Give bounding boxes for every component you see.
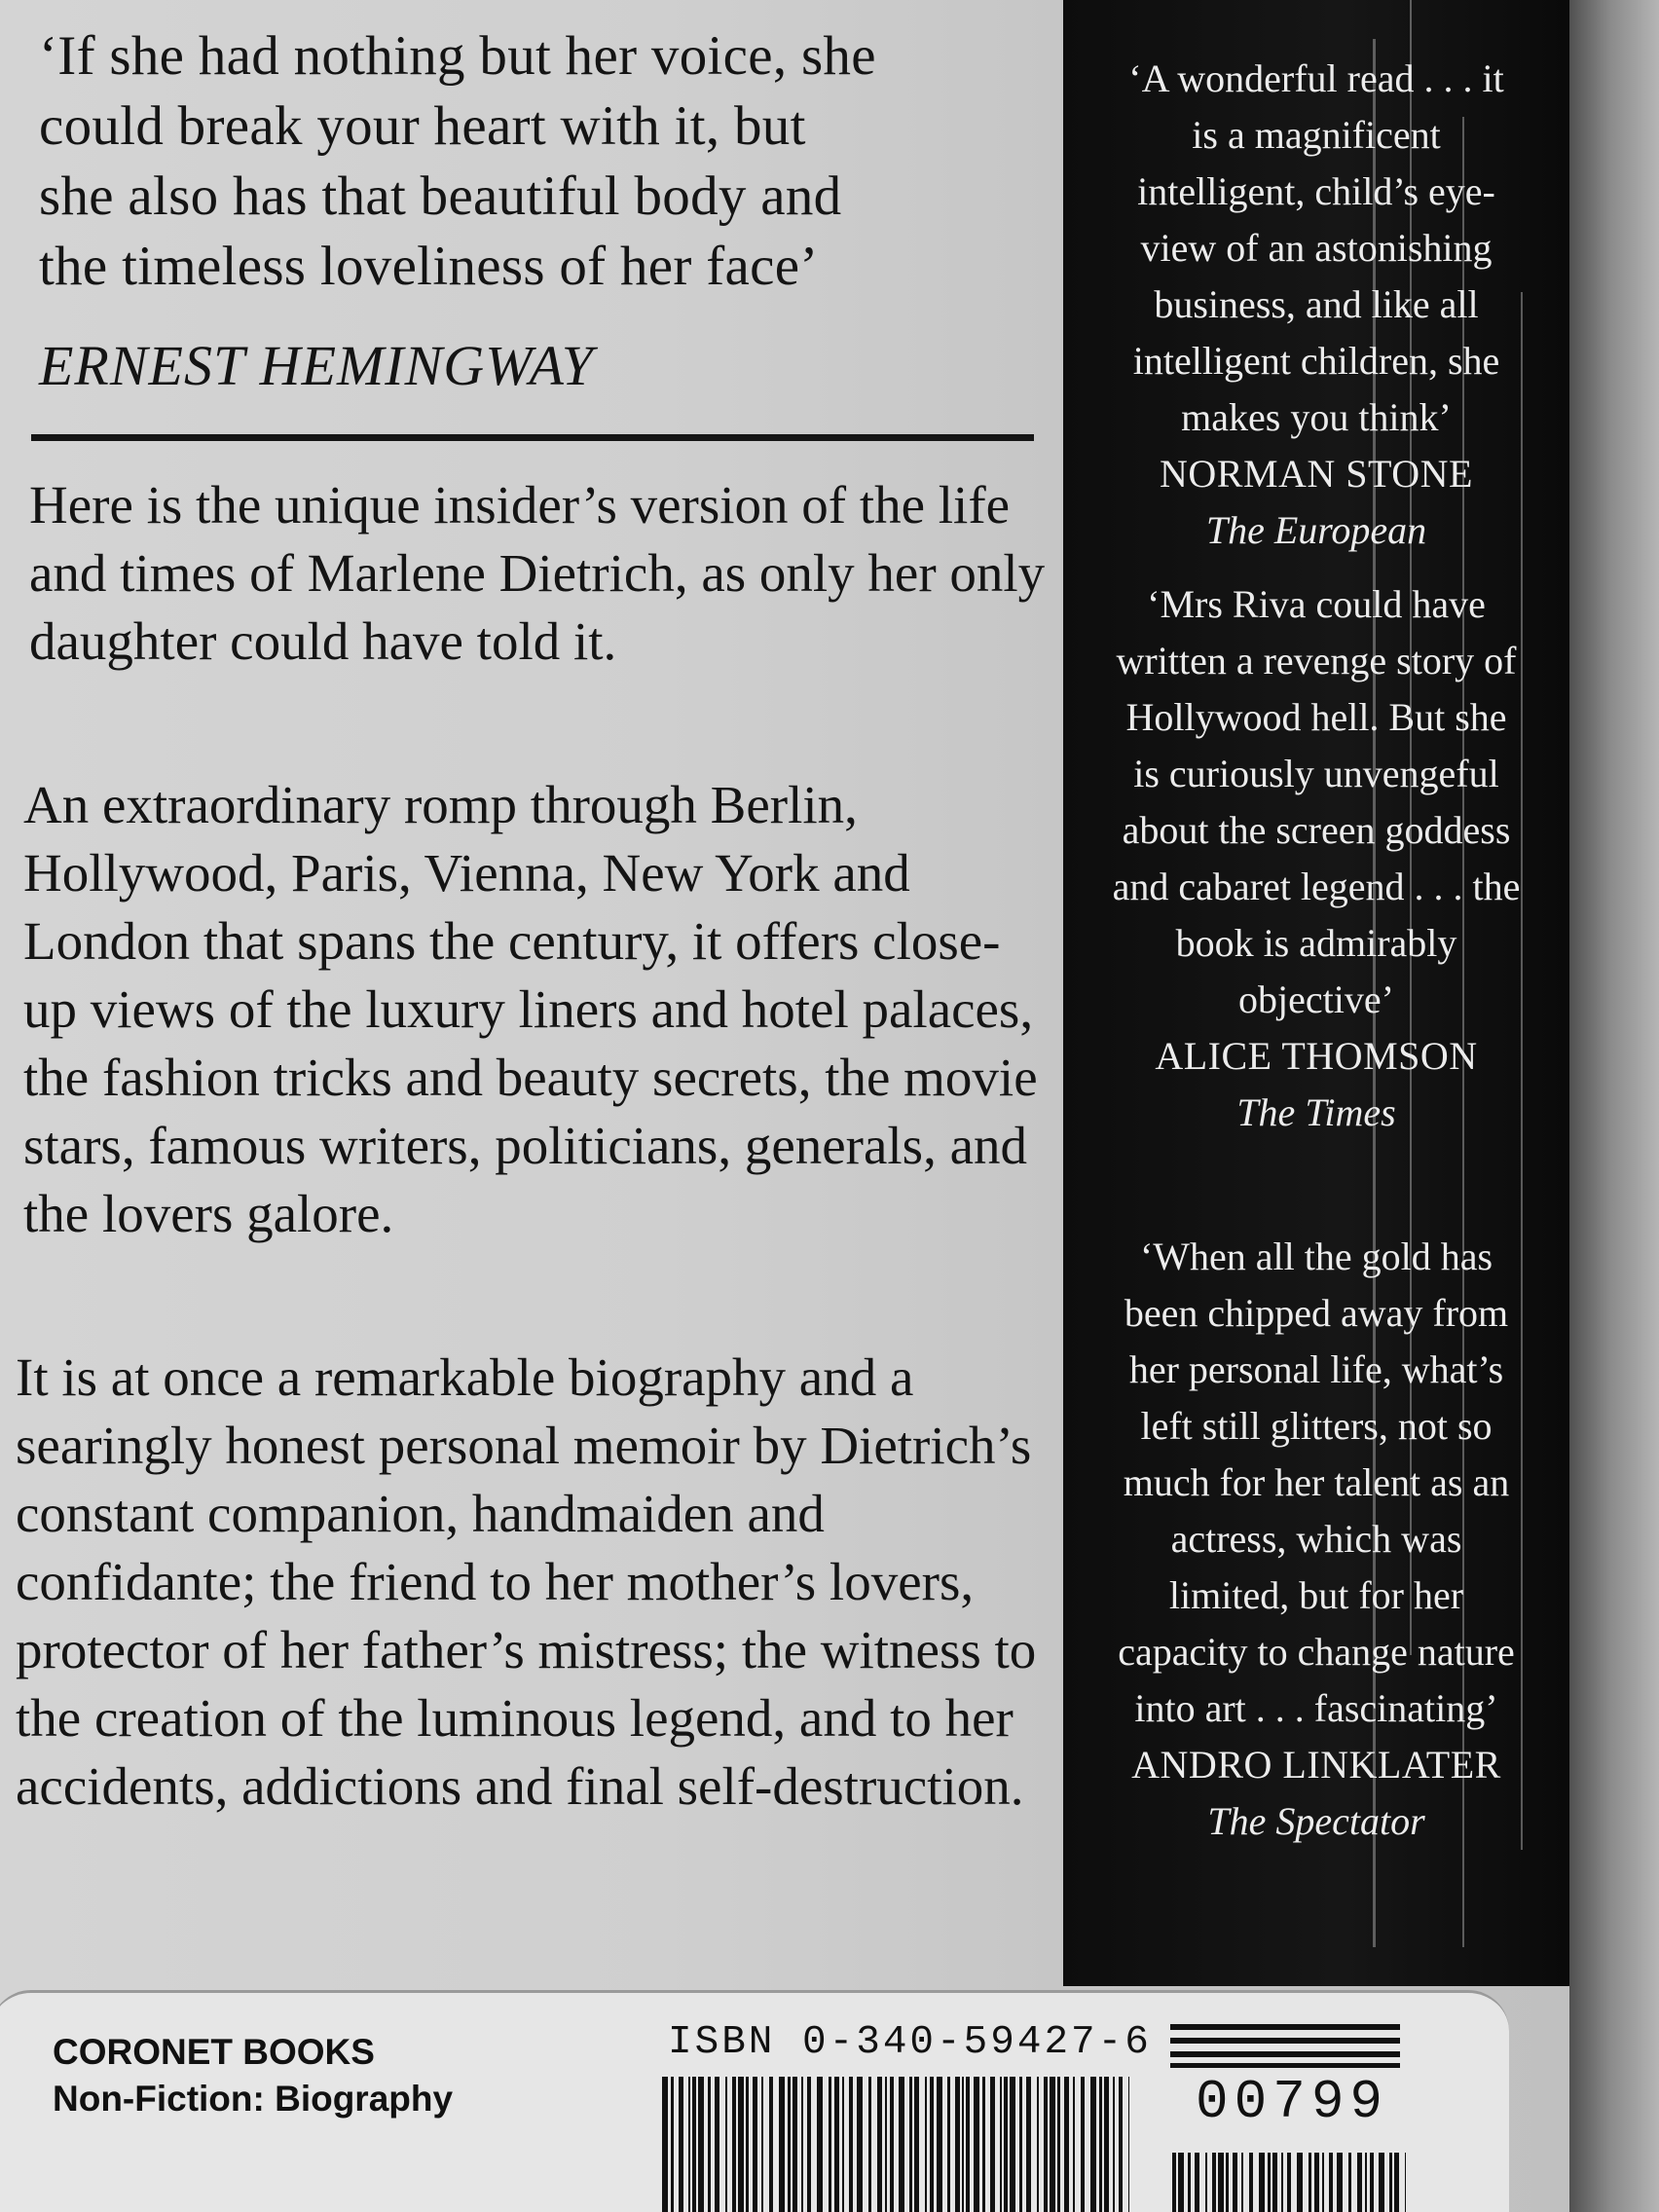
review-1 <box>1063 51 1569 559</box>
reviewer-name: ALICE THOMSON <box>1155 1034 1478 1078</box>
blurb-paragraph-3: It is at once a remarkable biography and a searingly honest personal memoir by Dietrich’s constant companion, handmaiden and confidante; the friend to her mother’s lovers, protector of her father’s mistress; the witness to the creation of the luminous legend, and to her accidents, addictions and final self-destruction. <box>16 1347 1037 1816</box>
review-3 <box>1063 1229 1569 1850</box>
price-bars <box>1170 2024 1400 2069</box>
reviewer-name: NORMAN STONE <box>1160 452 1473 496</box>
review-quote: ‘Mrs Riva could have written a revenge story of Hollywood hell. But she is curiously unvengeful about the screen goddess and cabaret legend . . . the book is admirably objective’ <box>1112 582 1521 1021</box>
quote-line: she also has that beautiful body and <box>39 166 842 227</box>
quote-line: could break your heart with it, but <box>39 95 806 157</box>
blurb-paragraph-1: Here is the unique insider’s version of the life and times of Marlene Dietrich, as only her only daughter could have told it. <box>29 475 1046 671</box>
price-barcode <box>1172 2153 1406 2212</box>
review-2 <box>1063 576 1569 1141</box>
isbn-label: ISBN 0-340-59427-6 <box>668 2020 1152 2065</box>
review-source: The European <box>1205 508 1427 552</box>
review-quote: ‘A wonderful read . . . it is a magnificent intelligent, child’s eye-view of an astonishing business, and like all intelligent children, she makes you think’ <box>1128 56 1504 439</box>
blurb-paragraph-2: An extraordinary romp through Berlin, Hollywood, Paris, Vienna, New York and London that spans the century, it offers close-up views of the luxury liners and hotel palaces, the fashion tricks and beauty secrets, the movie stars, famous writers, politicians, generals, and the lovers galore. <box>23 775 1038 1243</box>
category-label: Non-Fiction: Biography <box>53 2079 454 2119</box>
review-source: The Times <box>1236 1090 1396 1134</box>
price-code: 00799 <box>1196 2071 1389 2133</box>
quote-author: ERNEST HEMINGWAY <box>39 334 594 397</box>
review-source: The Spectator <box>1207 1799 1425 1843</box>
isbn-barcode <box>662 2077 1129 2212</box>
review-quote: ‘When all the gold has been chipped away from her personal life, what’s left still glitters, not so much for her talent as an actress, which was limited, but for her capacity to change nature into art . . . fascinating’ <box>1118 1235 1515 1730</box>
price-sticker <box>0 1990 1509 2212</box>
quote-line: the timeless loveliness of her face’ <box>39 236 819 297</box>
quote-line: ‘If she had nothing but her voice, she <box>39 25 876 87</box>
reviewer-name: ANDRO LINKLATER <box>1131 1743 1501 1787</box>
hemingway-quote <box>39 21 1032 302</box>
publisher-label: CORONET BOOKS <box>53 2032 375 2072</box>
divider-rule <box>31 434 1034 441</box>
reviews-panel <box>1063 0 1569 1986</box>
cover-edge <box>1569 0 1659 2212</box>
